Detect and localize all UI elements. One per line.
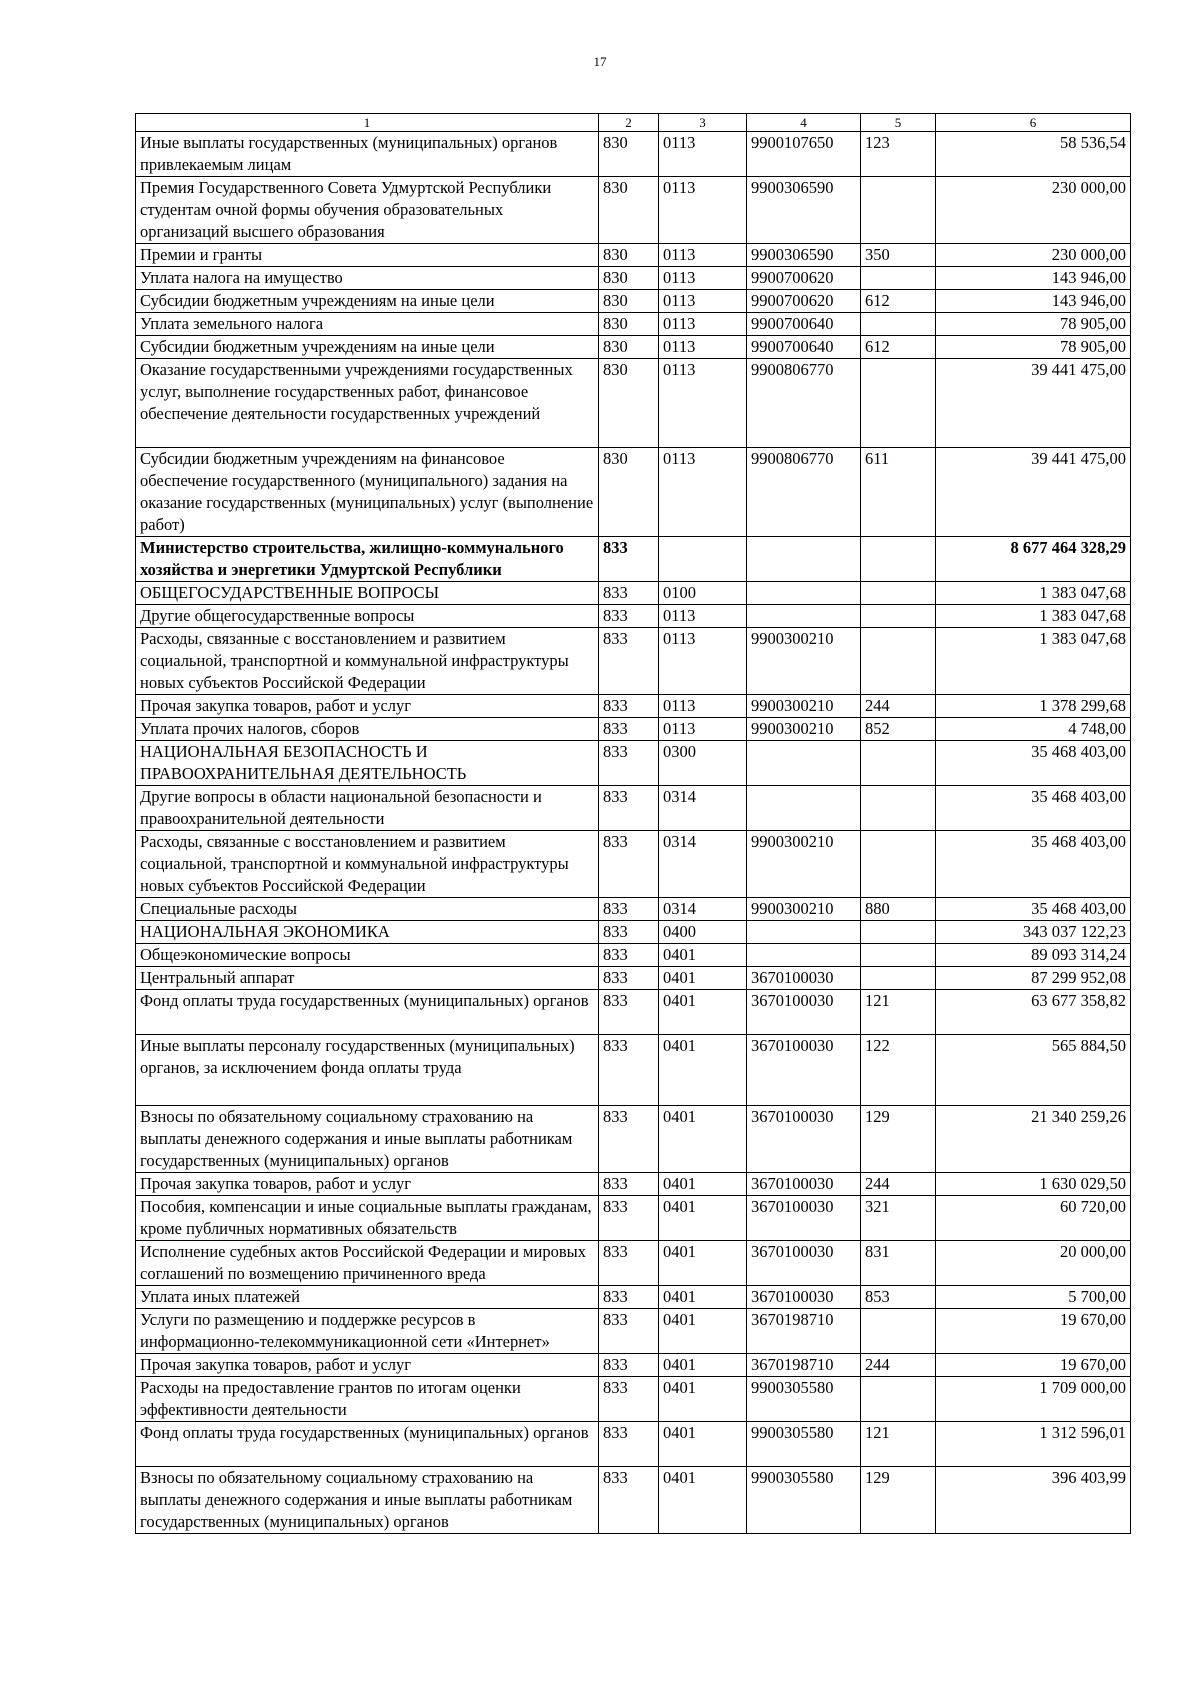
- row-name-cell: Расходы на предоставление грантов по итогам оценки эффективности деятельности: [136, 1377, 599, 1422]
- section-code-cell: 0401: [659, 1309, 747, 1354]
- section-code-cell: 0113: [659, 359, 747, 448]
- section-code-cell: 0401: [659, 1422, 747, 1467]
- table-row: [136, 1286, 1131, 1309]
- target-article-cell: 9900806770: [747, 359, 861, 448]
- row-name-cell: Субсидии бюджетным учреждениям на иные цели: [136, 290, 599, 313]
- ministry-code-cell: 833: [599, 831, 659, 898]
- table-row: [136, 1106, 1131, 1173]
- table-row: [136, 313, 1131, 336]
- row-name-cell: Прочая закупка товаров, работ и услуг: [136, 695, 599, 718]
- section-code-cell: 0113: [659, 695, 747, 718]
- ministry-code-cell: 833: [599, 1106, 659, 1173]
- amount-cell: 1 378 299,68: [936, 695, 1131, 718]
- ministry-code-cell: 833: [599, 537, 659, 582]
- expense-type-cell: 612: [861, 290, 936, 313]
- row-name-cell: Другие вопросы в области национальной безопасности и правоохранительной деятельности: [136, 786, 599, 831]
- expense-type-cell: 321: [861, 1196, 936, 1241]
- ministry-code-cell: 833: [599, 990, 659, 1035]
- table-row: [136, 921, 1131, 944]
- table-row: [136, 967, 1131, 990]
- ministry-code-cell: 833: [599, 695, 659, 718]
- target-article-cell: 9900300210: [747, 718, 861, 741]
- section-code-cell: 0401: [659, 1377, 747, 1422]
- amount-cell: 1 312 596,01: [936, 1422, 1131, 1467]
- row-name-cell: Уплата прочих налогов, сборов: [136, 718, 599, 741]
- expense-type-cell: [861, 313, 936, 336]
- amount-cell: 35 468 403,00: [936, 831, 1131, 898]
- row-name-cell: Услуги по размещению и поддержке ресурсов в информационно-телекоммуникационной сети «Интернет»: [136, 1309, 599, 1354]
- amount-cell: 39 441 475,00: [936, 448, 1131, 537]
- section-code-cell: 0113: [659, 628, 747, 695]
- section-code-cell: 0401: [659, 944, 747, 967]
- amount-cell: 1 630 029,50: [936, 1173, 1131, 1196]
- section-code-cell: 0401: [659, 1035, 747, 1106]
- amount-cell: 230 000,00: [936, 244, 1131, 267]
- expense-type-cell: [861, 741, 936, 786]
- section-code-cell: 0401: [659, 1241, 747, 1286]
- expense-type-cell: 121: [861, 990, 936, 1035]
- expense-type-cell: [861, 921, 936, 944]
- target-article-cell: 3670100030: [747, 967, 861, 990]
- row-name-cell: Уплата иных платежей: [136, 1286, 599, 1309]
- ministry-code-cell: 833: [599, 1309, 659, 1354]
- row-name-cell: Иные выплаты персоналу государственных (муниципальных) органов, за исключением фонда оплаты труда: [136, 1035, 599, 1106]
- expense-type-cell: [861, 267, 936, 290]
- expense-type-cell: [861, 786, 936, 831]
- expense-type-cell: 244: [861, 695, 936, 718]
- row-name-cell: Премия Государственного Совета Удмуртской Республики студентам очной формы обучения образовательных организаций высшего образования: [136, 177, 599, 244]
- section-code-cell: 0113: [659, 290, 747, 313]
- row-name-cell: Расходы, связанные с восстановлением и развитием социальной, транспортной и коммунальной инфраструктуры новых субъектов Российской Федерации: [136, 831, 599, 898]
- expense-type-cell: 611: [861, 448, 936, 537]
- target-article-cell: 3670198710: [747, 1309, 861, 1354]
- expense-type-cell: 129: [861, 1106, 936, 1173]
- target-article-cell: 3670198710: [747, 1354, 861, 1377]
- row-name-cell: Субсидии бюджетным учреждениям на финансовое обеспечение государственного (муниципального) задания на оказание государственных (муниципальных) услуг (выполнение работ): [136, 448, 599, 537]
- target-article-cell: 9900700620: [747, 267, 861, 290]
- amount-cell: 396 403,99: [936, 1467, 1131, 1534]
- target-article-cell: [747, 537, 861, 582]
- row-name-cell: Расходы, связанные с восстановлением и развитием социальной, транспортной и коммунальной инфраструктуры новых субъектов Российской Федерации: [136, 628, 599, 695]
- target-article-cell: 9900700640: [747, 336, 861, 359]
- row-name-cell: Общеэкономические вопросы: [136, 944, 599, 967]
- amount-cell: 8 677 464 328,29: [936, 537, 1131, 582]
- section-code-cell: 0401: [659, 1106, 747, 1173]
- amount-cell: 343 037 122,23: [936, 921, 1131, 944]
- ministry-code-cell: 833: [599, 1286, 659, 1309]
- expense-type-cell: [861, 605, 936, 628]
- ministry-code-cell: 830: [599, 359, 659, 448]
- amount-cell: 58 536,54: [936, 132, 1131, 177]
- ministry-code-cell: 833: [599, 1467, 659, 1534]
- ministry-code-cell: 833: [599, 718, 659, 741]
- ministry-code-cell: 833: [599, 944, 659, 967]
- ministry-code-cell: 833: [599, 1196, 659, 1241]
- target-article-cell: 3670100030: [747, 990, 861, 1035]
- table-row: [136, 177, 1131, 244]
- table-row: [136, 1196, 1131, 1241]
- row-name-cell: Субсидии бюджетным учреждениям на иные цели: [136, 336, 599, 359]
- table-row: [136, 944, 1131, 967]
- expense-type-cell: [861, 831, 936, 898]
- row-name-cell: Иные выплаты государственных (муниципальных) органов привлекаемым лицам: [136, 132, 599, 177]
- ministry-code-cell: 833: [599, 1241, 659, 1286]
- expense-type-cell: [861, 628, 936, 695]
- ministry-code-cell: 830: [599, 448, 659, 537]
- amount-cell: 78 905,00: [936, 313, 1131, 336]
- table-row: [136, 1035, 1131, 1106]
- section-code-cell: 0113: [659, 177, 747, 244]
- row-name-cell: НАЦИОНАЛЬНАЯ ЭКОНОМИКА: [136, 921, 599, 944]
- section-code-cell: 0314: [659, 786, 747, 831]
- column-number: 4: [747, 114, 861, 132]
- expense-type-cell: 831: [861, 1241, 936, 1286]
- expense-type-cell: 350: [861, 244, 936, 267]
- section-code-cell: 0400: [659, 921, 747, 944]
- amount-cell: 35 468 403,00: [936, 786, 1131, 831]
- expense-type-cell: 852: [861, 718, 936, 741]
- section-code-cell: 0401: [659, 1286, 747, 1309]
- section-code-cell: 0401: [659, 990, 747, 1035]
- amount-cell: 19 670,00: [936, 1354, 1131, 1377]
- row-name-cell: Премии и гранты: [136, 244, 599, 267]
- ministry-code-cell: 830: [599, 313, 659, 336]
- ministry-code-cell: 830: [599, 132, 659, 177]
- table-row: [136, 359, 1131, 448]
- amount-cell: 78 905,00: [936, 336, 1131, 359]
- section-code-cell: 0401: [659, 967, 747, 990]
- row-name-cell: Уплата земельного налога: [136, 313, 599, 336]
- target-article-cell: 9900700620: [747, 290, 861, 313]
- column-number: 1: [136, 114, 599, 132]
- expense-type-cell: [861, 967, 936, 990]
- table-row: [136, 1467, 1131, 1534]
- amount-cell: 143 946,00: [936, 290, 1131, 313]
- amount-cell: 21 340 259,26: [936, 1106, 1131, 1173]
- table-row: [136, 1241, 1131, 1286]
- ministry-code-cell: 833: [599, 967, 659, 990]
- row-name-cell: Уплата налога на имущество: [136, 267, 599, 290]
- table-row: [136, 898, 1131, 921]
- expense-type-cell: 129: [861, 1467, 936, 1534]
- amount-cell: 35 468 403,00: [936, 741, 1131, 786]
- table-row: [136, 990, 1131, 1035]
- ministry-code-cell: 833: [599, 1173, 659, 1196]
- ministry-code-cell: 833: [599, 1035, 659, 1106]
- table-row: [136, 1377, 1131, 1422]
- section-code-cell: 0401: [659, 1467, 747, 1534]
- table-row: [136, 582, 1131, 605]
- section-code-cell: 0100: [659, 582, 747, 605]
- target-article-cell: 3670100030: [747, 1106, 861, 1173]
- column-number: 2: [599, 114, 659, 132]
- table-row: [136, 718, 1131, 741]
- row-name-cell: Взносы по обязательному социальному страхованию на выплаты денежного содержания и иные выплаты работникам государственных (муниципальных) органов: [136, 1467, 599, 1534]
- target-article-cell: 3670100030: [747, 1173, 861, 1196]
- table-row: [136, 290, 1131, 313]
- expense-type-cell: 853: [861, 1286, 936, 1309]
- section-code-cell: 0113: [659, 267, 747, 290]
- table-row: [136, 605, 1131, 628]
- expense-type-cell: 612: [861, 336, 936, 359]
- ministry-code-cell: 830: [599, 267, 659, 290]
- section-code-cell: 0314: [659, 831, 747, 898]
- amount-cell: 19 670,00: [936, 1309, 1131, 1354]
- table-row: [136, 1309, 1131, 1354]
- target-article-cell: 9900700640: [747, 313, 861, 336]
- table-row: [136, 244, 1131, 267]
- expense-type-cell: [861, 177, 936, 244]
- table-row: [136, 132, 1131, 177]
- section-code-cell: 0113: [659, 605, 747, 628]
- expense-type-cell: [861, 944, 936, 967]
- expense-type-cell: [861, 1377, 936, 1422]
- target-article-cell: [747, 921, 861, 944]
- budget-table-body: [136, 114, 1131, 1534]
- amount-cell: 1 383 047,68: [936, 605, 1131, 628]
- ministry-code-cell: 833: [599, 1422, 659, 1467]
- expense-type-cell: 244: [861, 1354, 936, 1377]
- expense-type-cell: 244: [861, 1173, 936, 1196]
- amount-cell: 5 700,00: [936, 1286, 1131, 1309]
- target-article-cell: 3670100030: [747, 1241, 861, 1286]
- column-number-row: [136, 114, 1131, 132]
- budget-table: [135, 113, 1131, 1534]
- expense-type-cell: [861, 1309, 936, 1354]
- amount-cell: 20 000,00: [936, 1241, 1131, 1286]
- target-article-cell: [747, 605, 861, 628]
- amount-cell: 89 093 314,24: [936, 944, 1131, 967]
- row-name-cell: Прочая закупка товаров, работ и услуг: [136, 1173, 599, 1196]
- ministry-code-cell: 830: [599, 336, 659, 359]
- row-name-cell: Прочая закупка товаров, работ и услуг: [136, 1354, 599, 1377]
- table-row: [136, 267, 1131, 290]
- expense-type-cell: 122: [861, 1035, 936, 1106]
- target-article-cell: [747, 741, 861, 786]
- column-number: 3: [659, 114, 747, 132]
- table-row: [136, 448, 1131, 537]
- section-code-cell: 0401: [659, 1354, 747, 1377]
- ministry-code-cell: 833: [599, 741, 659, 786]
- section-code-cell: 0113: [659, 132, 747, 177]
- row-name-cell: Взносы по обязательному социальному страхованию на выплаты денежного содержания и иные выплаты работникам государственных (муниципальных) органов: [136, 1106, 599, 1173]
- target-article-cell: [747, 944, 861, 967]
- target-article-cell: 9900305580: [747, 1422, 861, 1467]
- table-row: [136, 695, 1131, 718]
- amount-cell: 1 709 000,00: [936, 1377, 1131, 1422]
- ministry-code-cell: 830: [599, 290, 659, 313]
- amount-cell: 4 748,00: [936, 718, 1131, 741]
- column-number: 6: [936, 114, 1131, 132]
- section-code-cell: 0401: [659, 1173, 747, 1196]
- table-row: [136, 537, 1131, 582]
- expense-type-cell: 121: [861, 1422, 936, 1467]
- amount-cell: 230 000,00: [936, 177, 1131, 244]
- target-article-cell: [747, 582, 861, 605]
- row-name-cell: Оказание государственными учреждениями государственных услуг, выполнение государственных работ, финансовое обеспечение деятельности государственных учреждений: [136, 359, 599, 448]
- target-article-cell: 9900306590: [747, 244, 861, 267]
- target-article-cell: 9900300210: [747, 831, 861, 898]
- row-name-cell: Исполнение судебных актов Российской Федерации и мировых соглашений по возмещению причиненного вреда: [136, 1241, 599, 1286]
- page-number: 17: [593, 54, 607, 69]
- amount-cell: 1 383 047,68: [936, 582, 1131, 605]
- target-article-cell: 9900300210: [747, 695, 861, 718]
- ministry-code-cell: 833: [599, 898, 659, 921]
- ministry-code-cell: 830: [599, 244, 659, 267]
- section-code-cell: 0300: [659, 741, 747, 786]
- target-article-cell: 3670100030: [747, 1196, 861, 1241]
- row-name-cell: Фонд оплаты труда государственных (муниципальных) органов: [136, 990, 599, 1035]
- row-name-cell: Другие общегосударственные вопросы: [136, 605, 599, 628]
- ministry-code-cell: 833: [599, 786, 659, 831]
- section-code-cell: 0113: [659, 244, 747, 267]
- amount-cell: 39 441 475,00: [936, 359, 1131, 448]
- expense-type-cell: 880: [861, 898, 936, 921]
- section-code-cell: 0401: [659, 1196, 747, 1241]
- target-article-cell: 9900305580: [747, 1467, 861, 1534]
- ministry-code-cell: 833: [599, 582, 659, 605]
- amount-cell: 87 299 952,08: [936, 967, 1131, 990]
- target-article-cell: 9900107650: [747, 132, 861, 177]
- target-article-cell: 9900306590: [747, 177, 861, 244]
- target-article-cell: 3670100030: [747, 1286, 861, 1309]
- target-article-cell: 3670100030: [747, 1035, 861, 1106]
- section-code-cell: 0113: [659, 336, 747, 359]
- table-row: [136, 741, 1131, 786]
- table-row: [136, 831, 1131, 898]
- table-row: [136, 628, 1131, 695]
- amount-cell: 63 677 358,82: [936, 990, 1131, 1035]
- ministry-code-cell: 833: [599, 1377, 659, 1422]
- row-name-cell: Фонд оплаты труда государственных (муниципальных) органов: [136, 1422, 599, 1467]
- row-name-cell: НАЦИОНАЛЬНАЯ БЕЗОПАСНОСТЬ И ПРАВООХРАНИТЕЛЬНАЯ ДЕЯТЕЛЬНОСТЬ: [136, 741, 599, 786]
- section-code-cell: 0113: [659, 313, 747, 336]
- target-article-cell: 9900300210: [747, 898, 861, 921]
- expense-type-cell: [861, 537, 936, 582]
- section-code-cell: 0314: [659, 898, 747, 921]
- target-article-cell: [747, 786, 861, 831]
- amount-cell: 143 946,00: [936, 267, 1131, 290]
- ministry-code-cell: 833: [599, 921, 659, 944]
- amount-cell: 35 468 403,00: [936, 898, 1131, 921]
- column-number: 5: [861, 114, 936, 132]
- target-article-cell: 9900806770: [747, 448, 861, 537]
- ministry-code-cell: 833: [599, 628, 659, 695]
- row-name-cell: Центральный аппарат: [136, 967, 599, 990]
- table-row: [136, 1422, 1131, 1467]
- table-row: [136, 1354, 1131, 1377]
- expense-type-cell: 123: [861, 132, 936, 177]
- expense-type-cell: [861, 359, 936, 448]
- target-article-cell: 9900300210: [747, 628, 861, 695]
- row-name-cell: ОБЩЕГОСУДАРСТВЕННЫЕ ВОПРОСЫ: [136, 582, 599, 605]
- amount-cell: 565 884,50: [936, 1035, 1131, 1106]
- ministry-code-cell: 833: [599, 605, 659, 628]
- row-name-cell: Министерство строительства, жилищно-коммунального хозяйства и энергетики Удмуртской Республики: [136, 537, 599, 582]
- amount-cell: 60 720,00: [936, 1196, 1131, 1241]
- section-code-cell: 0113: [659, 448, 747, 537]
- section-code-cell: 0113: [659, 718, 747, 741]
- row-name-cell: Пособия, компенсации и иные социальные выплаты гражданам, кроме публичных нормативных обязательств: [136, 1196, 599, 1241]
- ministry-code-cell: 833: [599, 1354, 659, 1377]
- amount-cell: 1 383 047,68: [936, 628, 1131, 695]
- section-code-cell: [659, 537, 747, 582]
- ministry-code-cell: 830: [599, 177, 659, 244]
- table-row: [136, 1173, 1131, 1196]
- table-row: [136, 786, 1131, 831]
- table-row: [136, 336, 1131, 359]
- expense-type-cell: [861, 582, 936, 605]
- target-article-cell: 9900305580: [747, 1377, 861, 1422]
- row-name-cell: Специальные расходы: [136, 898, 599, 921]
